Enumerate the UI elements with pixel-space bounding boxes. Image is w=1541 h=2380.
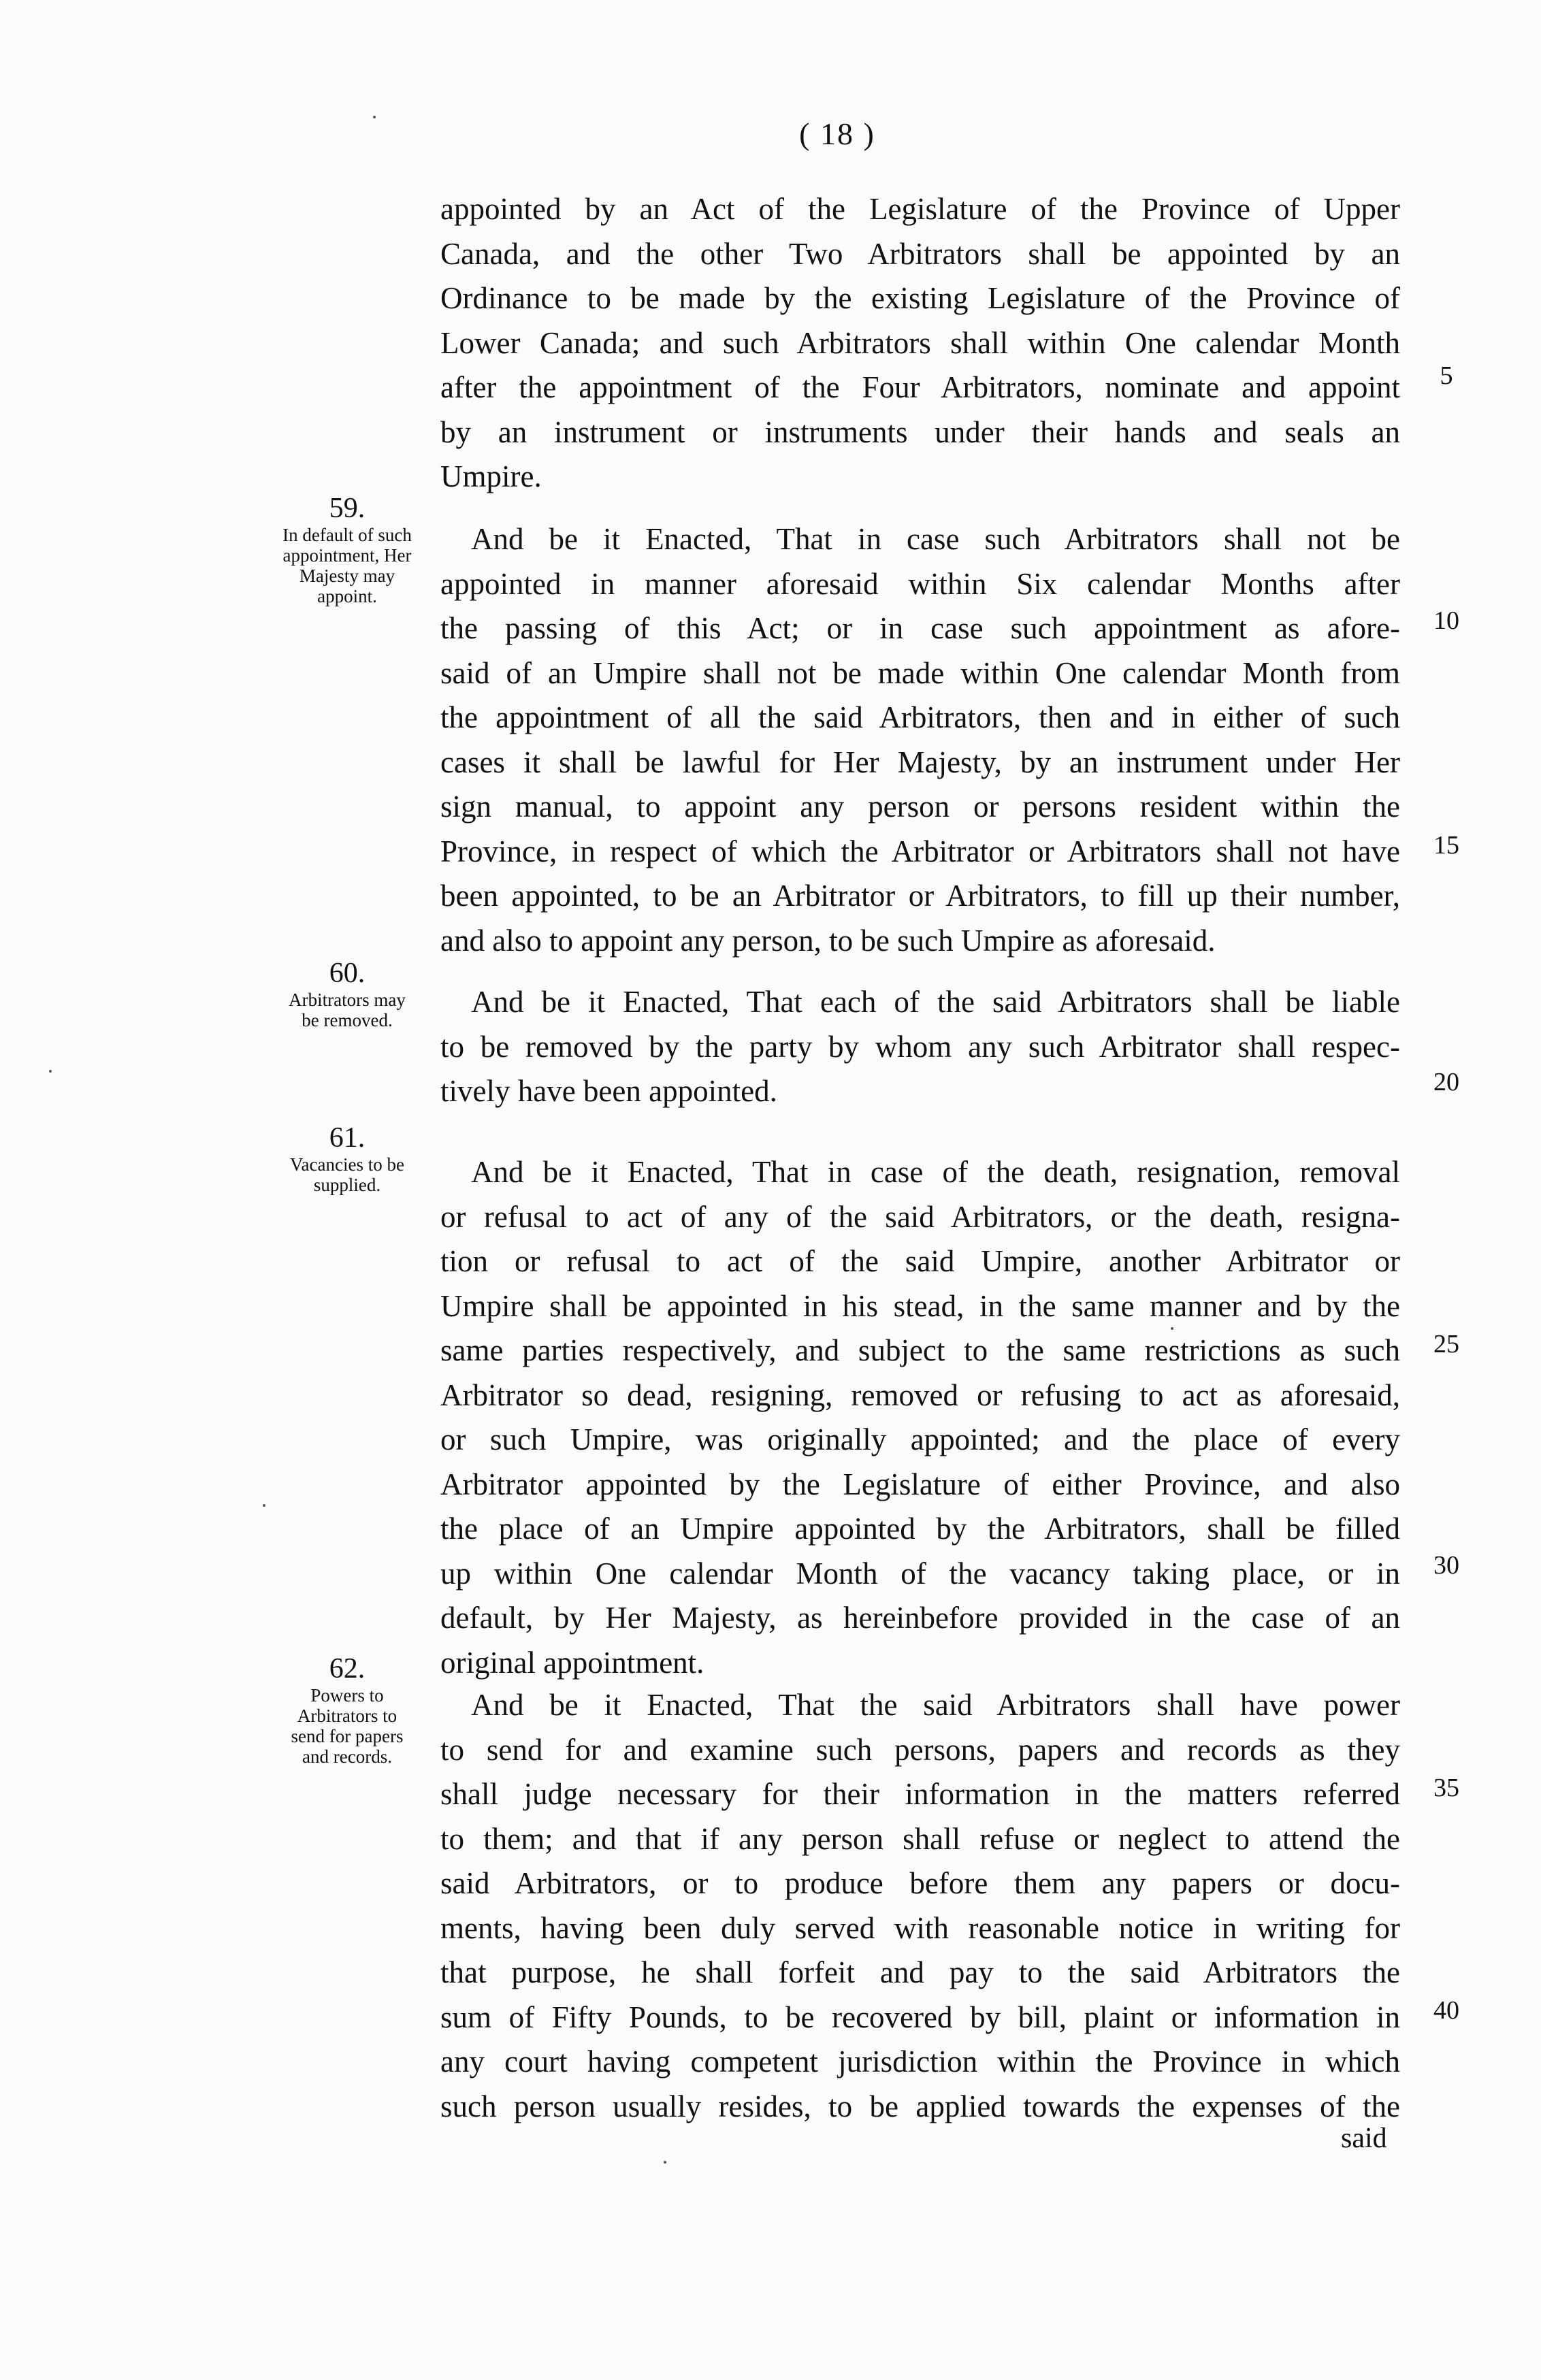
scan-speck [263, 1504, 265, 1507]
margin-note-text: In default of such appointment, Her Majesty may appoint. [282, 525, 412, 606]
scan-speck [664, 2161, 666, 2164]
section-number: 59. [329, 493, 366, 524]
text-line: Umpire. [440, 459, 542, 493]
text-line: And be it Enacted, That in case of the death, resignation, removal [471, 1155, 1400, 1189]
text-line: that purpose, he shall forfeit and pay to the said Arbitrators the [440, 1955, 1400, 1989]
paragraph-4 [440, 1150, 1400, 1685]
text-line: Arbitrator so dead, resigning, removed or refusing to act as aforesaid, [440, 1378, 1400, 1412]
catchword: said [1341, 2123, 1387, 2154]
scan-speck [49, 1070, 52, 1073]
text-line: to be removed by the party by whom any such Arbitrator shall respec- [440, 1029, 1400, 1064]
text-line: tion or refusal to act of the said Umpire, another Arbitrator or [440, 1244, 1400, 1278]
text-line: any court having competent jurisdiction within the Province in which [440, 2044, 1400, 2079]
text-line: appointed in manner aforesaid within Six calendar Months after [440, 566, 1400, 601]
paragraph-5 [440, 1683, 1400, 2129]
text-line: ments, having been duly served with reasonable notice in writing for [440, 1910, 1400, 1945]
paragraph-1 [440, 187, 1400, 500]
section-number: 61. [329, 1122, 366, 1154]
text-line: And be it Enacted, That each of the said Arbitrators shall be liable [471, 985, 1400, 1019]
text-line: sign manual, to appoint any person or persons resident within the [440, 789, 1400, 824]
paragraph-2 [440, 517, 1400, 963]
margin-note-text: Arbitrators may be removed. [289, 990, 406, 1030]
line-number: 30 [1433, 1551, 1459, 1580]
text-line: original appointment. [440, 1645, 704, 1680]
margin-note-62 [279, 1654, 415, 1767]
text-line: Umpire shall be appointed in his stead, in the same manner and by the [440, 1288, 1400, 1323]
text-line: sum of Fifty Pounds, to be recovered by bill, plaint or information in [440, 2000, 1400, 2034]
line-number: 15 [1433, 831, 1459, 860]
text-line: to send for and examine such persons, papers and records as they [440, 1732, 1400, 1767]
section-number: 60. [329, 958, 366, 989]
line-number: 5 [1440, 361, 1453, 390]
text-line: tively have been appointed. [440, 1074, 777, 1108]
text-line: the passing of this Act; or in case such appointment as afore- [440, 611, 1400, 645]
text-line: been appointed, to be an Arbitrator or Arbitrators, to fill up their number, [440, 879, 1400, 913]
text-line: and also to appoint any person, to be such Umpire as aforesaid. [440, 923, 1216, 958]
line-number: 35 [1433, 1774, 1459, 1802]
margin-note-text: Powers to Arbitrators to send for papers and records. [291, 1685, 404, 1767]
text-line: up within One calendar Month of the vacancy taking place, or in [440, 1556, 1400, 1591]
text-line: Province, in respect of which the Arbitrator or Arbitrators shall not have [440, 834, 1400, 868]
margin-note-59 [279, 493, 415, 606]
text-line: Ordinance to be made by the existing Legislature of the Province of [440, 281, 1400, 315]
section-number: 62. [329, 1653, 366, 1684]
scan-speck [1171, 1327, 1173, 1330]
paragraph-3 [440, 980, 1400, 1114]
text-line: And be it Enacted, That the said Arbitrators shall have power [471, 1688, 1400, 1722]
margin-note-60 [279, 958, 415, 1030]
text-line: the place of an Umpire appointed by the Arbitrators, shall be filled [440, 1512, 1400, 1546]
text-line: Canada, and the other Two Arbitrators shall be appointed by an [440, 236, 1400, 271]
scan-speck [373, 116, 376, 118]
text-line: Arbitrator appointed by the Legislature of either Province, and also [440, 1467, 1400, 1501]
text-line: by an instrument or instruments under their hands and seals an [440, 414, 1400, 449]
line-number: 25 [1433, 1330, 1459, 1358]
text-line: cases it shall be lawful for Her Majesty, by an instrument under Her [440, 745, 1400, 779]
text-line: the appointment of all the said Arbitrators, then and in either of such [440, 700, 1400, 734]
text-line: same parties respectively, and subject to the same restrictions as such [440, 1333, 1400, 1367]
text-line: shall judge necessary for their information in the matters referred [440, 1777, 1400, 1811]
text-line: after the appointment of the Four Arbitrators, nominate and appoint [440, 370, 1400, 404]
line-number: 20 [1433, 1068, 1459, 1096]
text-line: said Arbitrators, or to produce before them any papers or docu- [440, 1866, 1400, 1900]
margin-note-61 [279, 1123, 415, 1195]
text-line: Lower Canada; and such Arbitrators shall within One calendar Month [440, 325, 1400, 360]
text-line: such person usually resides, to be applied towards the expenses of the [440, 2089, 1400, 2123]
text-line: default, by Her Majesty, as hereinbefore provided in the case of an [440, 1601, 1400, 1635]
text-line: And be it Enacted, That in case such Arbitrators shall not be [471, 522, 1400, 556]
page-number: ( 18 ) [799, 116, 875, 151]
line-number: 10 [1433, 606, 1459, 635]
line-number: 40 [1433, 1996, 1459, 2025]
margin-note-text: Vacancies to be supplied. [290, 1154, 404, 1195]
text-line: appointed by an Act of the Legislature of the Province of Upper [440, 192, 1400, 226]
text-line: said of an Umpire shall not be made within One calendar Month from [440, 655, 1400, 690]
text-line: to them; and that if any person shall refuse or neglect to attend the [440, 1821, 1400, 1856]
text-line: or such Umpire, was originally appointed; and the place of every [440, 1422, 1400, 1456]
text-line: or refusal to act of any of the said Arbitrators, or the death, resigna- [440, 1199, 1400, 1234]
